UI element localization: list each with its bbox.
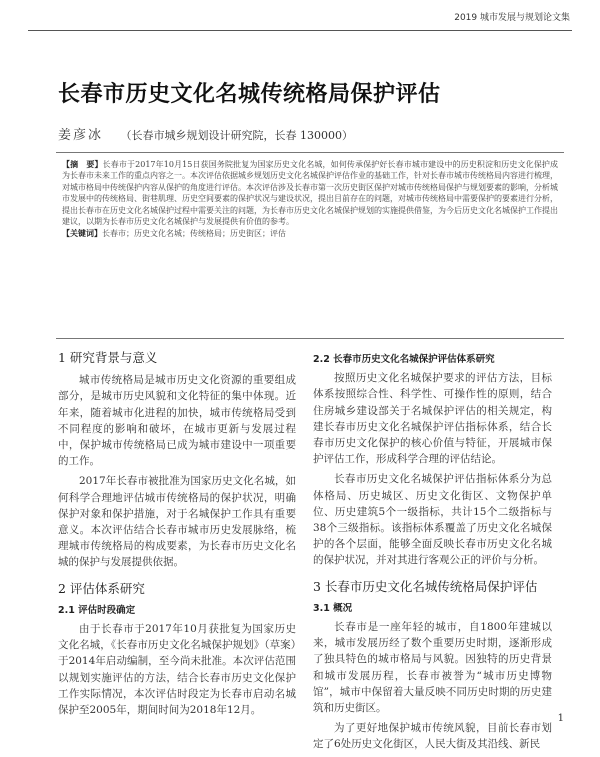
section-1-heading: 1 研究背景与意义 — [58, 350, 158, 365]
section-2-2-paragraph-1: 按照历史文化名城保护要求的评估方法，目标体系按照综合性、科学性、可操作性的原则，结合住房城乡建设部关于名城保护评估的相关规定，构建长春市历史文化名城保护评估指标体系，结合长春市历史文化保护的核心价值与特征，开展城市保护评估工作，形成科学合理的评估结论。 — [313, 372, 552, 466]
right-column — [313, 350, 552, 757]
keywords-text: 长春市；历史文化名城；传统格局；历史街区；评估 — [102, 229, 286, 239]
section-2-2-heading: 2.2 长春市历史文化名城保护评估体系研究 — [313, 354, 495, 365]
section-2-2-paragraph-2: 长春市历史文化名城保护评估指标体系分为总体格局、历史城区、历史文化街区、文物保护单位、历史建筑5个一级指标，共计15个二级指标与38个三级指标。该指标体系覆盖了历史文化名城保护的各个层面，能够全面反映长春市历史文化名城的保护状况，并对其进行客观公正的评价与分析。 — [313, 473, 552, 567]
section-3-heading: 3 长春市历史文化名城传统格局保护评估 — [313, 578, 538, 594]
abstract-box — [56, 152, 564, 339]
author-name: 姜彦冰 — [58, 128, 104, 143]
author-affiliation: （长春市城乡规划设计研究院，长春 130000） — [120, 129, 354, 142]
keywords-line — [62, 228, 558, 239]
author-line — [58, 124, 353, 143]
section-3-1-heading: 3.1 概况 — [313, 602, 353, 614]
abstract-label: 【摘 要】 — [62, 159, 103, 169]
section-3-1-paragraph-1: 长春市是一座年轻的城市，自1800年建城以来，城市发展历经了数个重要历史时期，逐渐形成了独具特色的城市格局与风貌。因独特的历史背景和城市发展历程，长春市被誉为“城市历史博物馆”，城市中保留着大量反映不同历史时期的历史建筑和历史街区。 — [313, 621, 552, 715]
section-2-heading: 2 评估体系研究 — [58, 580, 145, 596]
section-1-paragraph-1: 城市传统格局是城市历史文化资源的重要组成部分，是城市历史风貌和文化特征的集中体现。近年来，随着城市化进程的加快，城市传统格局受到不同程度的影响和破坏，在城市更新与发展过程中，保护城市传统格局已成为城市建设中一项重要的工作。 — [58, 374, 296, 468]
section-3-1-paragraph-2: 为了更好地保护城市传统风貌，目前长春市划定了6处历史文化街区，人民大街及其沿线、新民 — [313, 722, 552, 751]
section-2-1-paragraph: 由于长春市于2017年10月获批复为国家历史文化名城，《长春市历史文化名城保护规划》（草案）于2014年启动编制，至今尚未批准。本次评估范围以规划实施评估的方法，结合长春市历史文化保护工作实际情况，本次评估时段定为长春市启动名城保护至2005年，期间时间为2018年12月。 — [58, 623, 296, 717]
abstract-paragraph — [62, 159, 558, 227]
header-rule — [28, 30, 572, 31]
keywords-label: 【关键词】 — [62, 228, 102, 239]
abstract-text: 长春市于2017年10月15日获国务院批复为国家历史文化名城，如何传承保护好长春市城市建设中的历史积淀和历史文化保护成为长春市未来工作的重点内容之一。本次评估依据城乡规划历史文化名城保护评估作业的基础工作，针对长春市城市传统格局内容进行梳理，对城市格局中传统保护内容从保护的角度进行评估。本次评估涉及长春市第一次历史街区保护对城市传统格局保护与规划要素的影响，分析城市发展中的传统格局、街巷肌理、历史空间要素的保护状况与建设状况，提出目前存在的问题，对城市传统格局中需要保护的要素进行分析，提出长春市在历史文化名城保护过程中需要关注的问题，为长春市历史文化名城保护规划的实施提供借鉴，为今后历史文化名城保护工作提出建议，以期为长春市历史文化名城保护与发展提供有价值的参考。 — [62, 160, 559, 227]
journal-header: 2019 城市发展与规划论文集 — [454, 13, 570, 23]
paper-title: 长春市历史文化名城传统格局保护评估 — [58, 82, 441, 107]
page-number: 1 — [557, 713, 564, 724]
section-2-1-heading: 2.1 评估时段确定 — [58, 604, 136, 616]
section-1-paragraph-2: 2017年长春市被批准为国家历史文化名城，如何科学合理地评估城市传统格局的保护状况，明确保护对象和保护措施，对于名城保护工作具有重要意义。本次评估结合长春市城市历史发展脉络，梳理城市传统格局的构成要素，为长春市历史文化名城的保护与发展提供依据。 — [58, 475, 296, 569]
left-column — [58, 350, 296, 722]
